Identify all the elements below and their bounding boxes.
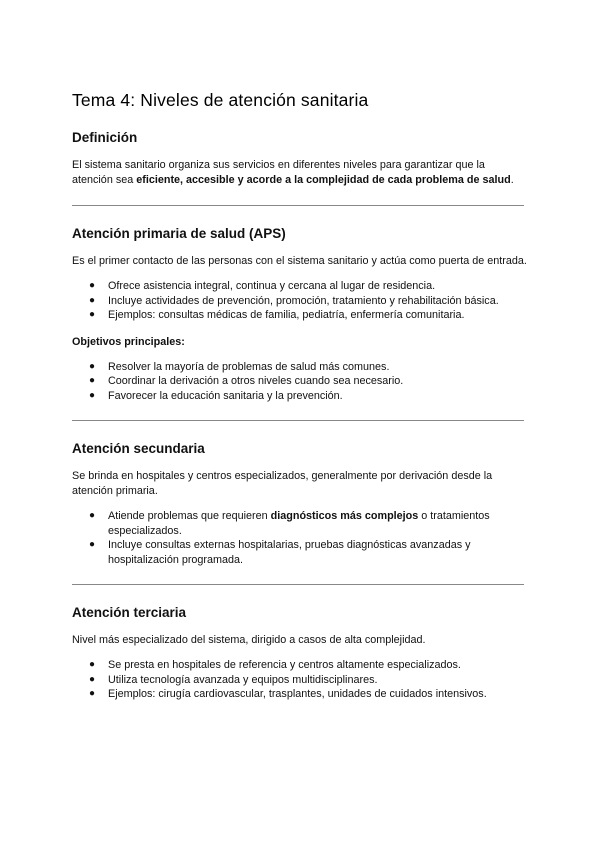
bullet-icon: ● xyxy=(89,280,96,291)
secundaria-heading: Atención secundaria xyxy=(72,441,205,456)
divider xyxy=(72,205,524,206)
definicion-text xyxy=(72,158,528,188)
list-item xyxy=(72,658,528,673)
bullet-icon: ● xyxy=(89,688,96,699)
page-title: Tema 4: Niveles de atención sanitaria xyxy=(72,90,369,110)
terciaria-list xyxy=(72,658,528,702)
document-page xyxy=(72,88,528,714)
bullet-icon: ● xyxy=(89,673,96,685)
list-item xyxy=(72,509,528,538)
list-item xyxy=(72,308,528,323)
list-item-text-after: o tratamientos especializados. xyxy=(108,510,490,537)
primaria-heading: Atención primaria de salud (APS) xyxy=(72,226,286,241)
terciaria-heading: Atención terciaria xyxy=(72,605,187,620)
list-item-text-before: Atiende problemas que requieren xyxy=(108,510,271,522)
bullet-icon: ● xyxy=(89,389,96,401)
bullet-icon: ● xyxy=(89,294,96,306)
list-item-text: Coordinar la derivación a otros niveles cuando sea necesario. xyxy=(108,375,404,387)
objetivos-label: Objetivos principales: xyxy=(72,335,185,348)
primaria-list xyxy=(72,279,528,323)
definicion-text-bold: eficiente, accesible y acorde a la complejidad de cada problema de salud xyxy=(136,174,511,186)
secundaria-list xyxy=(72,509,528,567)
divider xyxy=(72,584,524,585)
list-item-text: Incluye actividades de prevención, promoción, tratamiento y rehabilitación básica. xyxy=(108,294,499,307)
list-item-text: Ofrece asistencia integral, continua y cercana al lugar de residencia. xyxy=(108,280,436,292)
terciaria-intro: Nivel más especializado del sistema, dirigido a casos de alta complejidad. xyxy=(72,634,426,646)
definicion-text-before: El sistema sanitario organiza sus servicios en diferentes niveles para garantizar que la atención sea xyxy=(72,159,485,186)
list-item-text-bold: diagnósticos más complejos xyxy=(270,510,419,522)
definicion-text-after: . xyxy=(510,174,514,186)
list-item-text: Se presta en hospitales de referencia y centros altamente especializados. xyxy=(108,659,461,671)
divider xyxy=(72,420,524,421)
bullet-icon: ● xyxy=(89,375,96,386)
primaria-intro: Es el primer contacto de las personas con el sistema sanitario y actúa como puerta de entrada. xyxy=(72,255,527,267)
list-item xyxy=(72,374,528,389)
list-item xyxy=(72,294,528,309)
list-item-text: Resolver la mayoría de problemas de salud más comunes. xyxy=(108,360,390,373)
list-item xyxy=(72,687,528,702)
list-item xyxy=(72,538,528,567)
definicion-heading: Definición xyxy=(72,130,138,145)
list-item xyxy=(72,279,528,294)
list-item xyxy=(72,389,528,404)
list-item-text: Ejemplos: cirugía cardiovascular, trasplantes, unidades de cuidados intensivos. xyxy=(108,688,487,700)
section-terciaria xyxy=(72,604,528,702)
secundaria-intro: Se brinda en hospitales y centros especializados, generalmente por derivación desde la atención primaria. xyxy=(72,470,493,497)
list-item-text: Utiliza tecnología avanzada y equipos multidisciplinares. xyxy=(108,673,378,686)
list-item xyxy=(72,673,528,688)
bullet-icon: ● xyxy=(89,309,96,320)
list-item-text: Favorecer la educación sanitaria y la prevención. xyxy=(108,389,343,402)
section-secundaria xyxy=(72,440,528,567)
section-definicion xyxy=(72,129,528,188)
bullet-icon: ● xyxy=(89,539,96,550)
objetivos-list xyxy=(72,360,528,404)
bullet-icon: ● xyxy=(89,510,96,521)
bullet-icon: ● xyxy=(89,360,96,372)
list-item-text: Ejemplos: consultas médicas de familia, pediatría, enfermería comunitaria. xyxy=(108,309,465,321)
list-item xyxy=(72,360,528,375)
bullet-icon: ● xyxy=(89,659,96,670)
list-item-text: Incluye consultas externas hospitalarias, pruebas diagnósticas avanzadas y hospitalización programada. xyxy=(108,539,471,566)
section-primaria xyxy=(72,225,528,403)
